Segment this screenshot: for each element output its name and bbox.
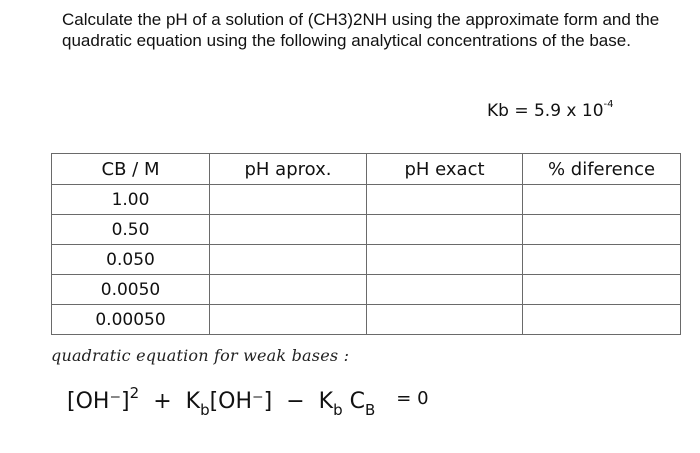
eq-kb: K — [185, 389, 201, 414]
cell-ph-aprox[interactable] — [210, 245, 367, 275]
header-percent-difference: % diference — [523, 154, 681, 185]
question-text: Calculate the pH of a solution of (CH3)2NH using the approximate form and the quadratic equation using the following analytical concentrations of the base. — [62, 10, 660, 50]
kb-prefix: Kb = 5.9 x 10 — [487, 101, 604, 121]
cell-percent-difference[interactable] — [523, 245, 681, 275]
eq-kb-2: K — [318, 389, 334, 414]
eq-c: C — [349, 389, 366, 414]
cell-cb: 1.00 — [52, 185, 210, 215]
table-row — [52, 305, 681, 335]
cell-ph-exact[interactable] — [367, 275, 523, 305]
table-header-row — [52, 154, 681, 185]
eq-equals-zero: = 0 — [396, 388, 429, 409]
quadratic-equation — [67, 384, 429, 419]
cell-ph-exact[interactable] — [367, 215, 523, 245]
cell-ph-aprox[interactable] — [210, 185, 367, 215]
table-row — [52, 185, 681, 215]
cell-cb: 0.00050 — [52, 305, 210, 335]
cell-ph-aprox[interactable] — [210, 215, 367, 245]
kb-value — [487, 101, 614, 121]
cell-cb: 0.050 — [52, 245, 210, 275]
eq-c-sub: B — [365, 401, 376, 419]
eq-minus: − — [286, 389, 305, 414]
table-row — [52, 245, 681, 275]
cell-cb: 0.50 — [52, 215, 210, 245]
eq-plus: + — [153, 389, 172, 414]
handwritten-note: quadratic equation for weak bases : — [51, 346, 350, 365]
table-row — [52, 275, 681, 305]
cell-ph-exact[interactable] — [367, 185, 523, 215]
table-row — [52, 215, 681, 245]
results-table — [51, 153, 681, 335]
eq-squared: 2 — [129, 384, 140, 402]
cell-ph-aprox[interactable] — [210, 275, 367, 305]
eq-oh-term: [OH⁻] — [67, 389, 130, 414]
header-ph-aprox: pH aprox. — [210, 154, 367, 185]
cell-ph-exact[interactable] — [367, 305, 523, 335]
eq-kb-sub: b — [200, 401, 210, 419]
cell-percent-difference[interactable] — [523, 185, 681, 215]
eq-kb-2-sub: b — [333, 401, 343, 419]
cell-ph-exact[interactable] — [367, 245, 523, 275]
header-ph-exact: pH exact — [367, 154, 523, 185]
cell-percent-difference[interactable] — [523, 215, 681, 245]
cell-percent-difference[interactable] — [523, 275, 681, 305]
cell-ph-aprox[interactable] — [210, 305, 367, 335]
kb-exponent: -4 — [603, 99, 614, 111]
header-cb: CB / M — [52, 154, 210, 185]
cell-cb: 0.0050 — [52, 275, 210, 305]
eq-oh-term-2: [OH⁻] — [209, 389, 273, 414]
cell-percent-difference[interactable] — [523, 305, 681, 335]
